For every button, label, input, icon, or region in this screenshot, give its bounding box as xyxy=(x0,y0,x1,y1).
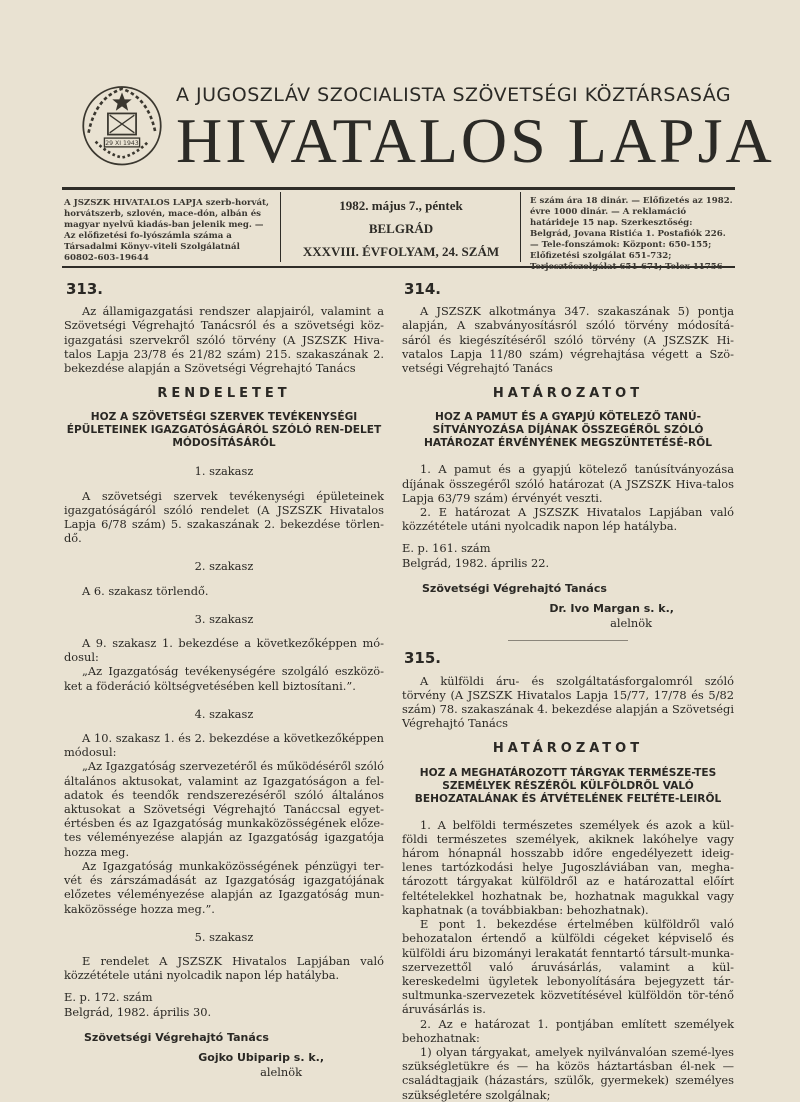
section-label: 3. szakasz xyxy=(194,611,254,626)
decision-intro: A külföldi áru- és szolgáltatásforgalomról szóló törvény (A JSZSZK Hivatalos Lapja 15/77, 17/78 és 5/82 szám) 78. szakaszának 4. bekezdése alapján a Szövetségi Végrehajtó Tanács xyxy=(402,673,734,731)
header-divider-right xyxy=(520,192,521,262)
decision-point: 1. A pamut és a gyapjú kötelező tanúsítványozása díjának összegéről szóló határozat (A JSZSZK Hiva-talos Lapja 63/79 szám) érvényét veszti. xyxy=(402,462,734,505)
section-quote: „Az Igazgatóság szervezetéről és működéséről szóló általános aktusokat, valamint az Igazgatóságon a fel-adatok és teendők rendszerezéséről szóló általános aktusokat a Szövetségi Végrehajtó Tanáccsal egyet-értésben és az Igazgatóság munkaközösségének előze-tes véleményezése alapján az Igazgatóság igazgatója hozza meg. xyxy=(64,759,384,859)
header-publication-info: A JSZSZK HIVATALOS LAPJA szerb-horvát, horvátszerb, szlovén, mace-dón, albán és magyar nyelvű kiadás-ban jelenik meg. — Az előfizetési fo-lyószámla száma a Társadalmi Könyv-viteli Szolgálatnál 60802-603-19644 xyxy=(64,198,270,263)
section-quote: Az Igazgatóság munkaközösségének pénzügyi ter-vét és zárszámadását az Igazgatóság igazgatójának előzetes véleményezése alapján az Igazgatóság mun-kaközössége hozza meg.”. xyxy=(64,858,384,916)
issue-volume: XXXVIII. ÉVFOLYAM, 24. SZÁM xyxy=(302,244,500,259)
decision-number: 314. xyxy=(404,280,442,298)
section-text: A 6. szakasz törlendő. xyxy=(82,583,209,598)
section-label: 1. szakasz xyxy=(194,464,254,479)
reference-number: E. p. 161. szám xyxy=(402,541,491,556)
issue-city: BELGRÁD xyxy=(368,221,434,236)
issue-date: 1982. május 7., péntek xyxy=(339,198,463,213)
section-text: A szövetségi szervek tevékenységi épületeinek igazgatóságáról szóló rendelet (A JSZSZK Hivatalos Lapja 6/78 szám) 5. szakaszának 2. bekezdése törlen-dő. xyxy=(64,488,384,546)
section-label: 5. szakasz xyxy=(194,929,254,944)
left-column xyxy=(64,282,384,1079)
section-label: 2. szakasz xyxy=(194,559,254,574)
signature-role: alelnök xyxy=(610,616,652,631)
decision-type: HATÁROZATOT xyxy=(492,741,644,757)
section-label: 4. szakasz xyxy=(194,706,254,721)
header-price-info: E szám ára 18 dinár. — Előfizetés az 1982. évre 1000 dinár. — A reklamáció határideje 15 nap. Szerkesztőség: Belgrád, Jovana Ristića 1. Postafiók 226. — Tele-fonszámok: Központ: 650-155; Előfizetési szolgálat 651-732; Terjesztőszolgálat 651-671; Telex 11756 xyxy=(530,196,733,272)
decree-number: 313. xyxy=(66,280,104,298)
signature-body: Szövetségi Végrehajtó Tanács xyxy=(422,581,607,595)
section-text: A 10. szakasz 1. és 2. bekezdése a következőképpen módosul: xyxy=(64,731,384,760)
signature-name: Dr. Ivo Margan s. k., xyxy=(549,602,674,616)
decision-point: 1) olyan tárgyakat, amelyek nyilvánvalóan szemé-lyes szükségletükre és — ha közös háztartásban él-nek — családtagjaik (házastárs, szülők, gyermekek) személyes szükségletére szolgálnak; xyxy=(402,1044,734,1102)
decision-point: 2. E határozat A JSZSZK Hivatalos Lapjában való közzététele utáni nyolcadik napon lép hatályba. xyxy=(402,505,734,534)
place-date: Belgrád, 1982. április 22. xyxy=(402,555,550,570)
section-text: E rendelet A JSZSZK Hivatalos Lapjában való közzététele utáni nyolcadik napon lép hatályba. xyxy=(64,953,384,983)
section-quote: „Az Igazgatóság tevékenységére szolgáló eszközö-ket a föderáció költségvetésében kell biztosítani.”. xyxy=(64,664,384,693)
section-separator xyxy=(508,640,628,641)
place-date: Belgrád, 1982. április 30. xyxy=(64,1004,212,1019)
header-top-rule xyxy=(62,187,735,190)
section-text: A 9. szakasz 1. bekezdése a következőképpen mó-dosul: xyxy=(64,636,384,665)
decree-intro: Az államigazgatási rendszer alapjairól, valamint a Szövetségi Végrehajtó Tanácsról és a szövetségi köz-igazgatási szervekről szóló törvény (A JSZSZK Hiva-talos Lapja 23/78 és 21/82 szám) 215. szakaszának 2. bekezdése alapján a Szövetségi Végrehajtó Tanács xyxy=(64,304,384,376)
masthead-title: HIVATALOS LAPJA xyxy=(176,105,775,176)
signature-role: alelnök xyxy=(260,1065,302,1080)
emblem-date: 29 XI 1943 xyxy=(105,140,139,148)
decision-number: 315. xyxy=(404,649,442,668)
masthead-top-line: A JUGOSZLÁV SZOCIALISTA SZÖVETSÉGI KÖZTÁRSASÁG xyxy=(176,84,732,106)
header-divider-left xyxy=(280,192,281,262)
decision-title: HOZ A PAMUT ÉS A GYAPJÚ KÖTELEZŐ TANÚ-SÍTVÁNYOZÁSA DÍJÁNAK ÖSSZEGÉRŐL SZÓLÓ HATÁROZAT ÉRVÉNYÉNEK MEGSZÜNTETÉSÉ-RŐL xyxy=(424,411,712,450)
signature-name: Gojko Ubiparip s. k., xyxy=(198,1050,324,1064)
decision-intro: A JSZSZK alkotmánya 347. szakaszának 5) pontja alapján, A szabványosításról szóló törvény módosítá-sáról és kiegészítéséről szóló törvény (A JSZSZK Hi-vatalos Lapja 11/80 szám) végrehajtása végett a Szö-vetségi Végrehajtó Tanács xyxy=(402,304,734,376)
signature-body: Szövetségi Végrehajtó Tanács xyxy=(84,1030,269,1044)
decision-type: HATÁROZATOT xyxy=(492,386,644,402)
reference-number: E. p. 172. szám xyxy=(64,990,153,1005)
decree-type: RENDELETET xyxy=(157,386,291,402)
decision-point: 1. A belföldi természetes személyek és azok a kül-földi természetes személyek, akiknek lakóhelye vagy három hónapnál hosszabb időre engedélyezett ideig-lenes tartózkodási helye Jugoszláviában van, megha-tározott tárgyakat külföldről az e határozattal előírt feltételekkel hozhatnak be, hozhatnak magukkal vagy kaphatnak (a továbbiakban: behozhatnak). xyxy=(402,817,734,917)
right-column xyxy=(402,282,734,1102)
decision-point: 2. Az e határozat 1. pontjában említett személyek behozhatnak: xyxy=(402,1016,734,1045)
decree-title: HOZ A SZÖVETSÉGI SZERVEK TEVÉKENYSÉGI ÉPÜLETEINEK IGAZGATÓSÁGÁRÓL SZÓLÓ REN-DELET MÓDOSÍTÁSÁRÓL xyxy=(66,411,382,450)
decision-title: HOZ A MEGHATÁROZOTT TÁRGYAK TERMÉSZE-TES SZEMÉLYEK RÉSZÉRŐL KÜLFÖLDRŐL VALÓ BEHOZATALÁNAK ÉS ÁTVÉTELÉNEK FELTÉTE-LEIRŐL xyxy=(414,766,722,805)
state-emblem-icon xyxy=(78,80,166,168)
header-issue-info xyxy=(288,198,514,267)
decision-point: E pont 1. bekezdése értelmében külföldről való behozatalon értendő a külföldi cégeket képviselő és külföldi áru bizományi lerakatát fenntartó társult-munka-szervezettől való áruvásárlás, valamint a kül-kereskedelmi ügyletek lebonyolítására bejegyzett tár-sultmunka-szervezetek közvetítésével külföldön tör-ténő áruvásárlás is. xyxy=(402,917,734,1017)
